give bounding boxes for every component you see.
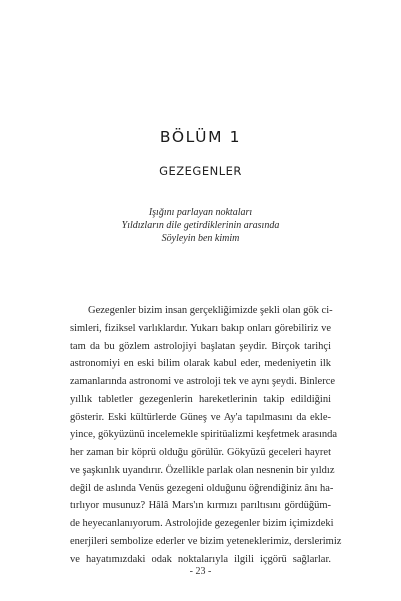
chapter-label: BÖLÜM 1 [159,128,242,146]
chapter-title: GEZEGENLER [159,164,242,178]
epigraph-line: Işığını parlayan noktaları [148,207,253,218]
body-line: tam da bu gözlem astrolojiyi başlatan şeydir. Birçok tarihçi [70,340,331,352]
body-line: de heyecanlanıyorum. Astrolojide gezegenler bizim içimizdeki [70,518,334,529]
body-line: değil de aslında Venüs gezegeni olduğunu öğrendiğiniz ânı ha- [70,482,334,494]
body-line: enerjileri sembolize ederler ve bizim yeteneklerimiz, derslerimiz [70,535,342,547]
body-line: simleri, fiziksel varlıklardır. Yukarı bakıp onları görebiliriz ve [70,322,331,334]
body-line: tırlıyor musunuz? Hâlâ Mars'ın kırmızı parıltısını gördüğüm- [70,500,331,512]
body-line: astronomiyi en eski bilim olarak kabul eder, medeniyetin ilk [70,358,331,370]
body-line: yince, gökyüzünü incelemekle spiritüalizmi keşfetmek arasında [70,429,338,441]
epigraph [0,206,401,246]
body-line: zamanlarında astronomi ve astroloji tek ve aynı şeydi. Binlerce [70,376,336,387]
epigraph-line: Söyleyin ben kimim [161,233,240,245]
body-line: ve hayatımızdaki odak noktalarıyla ilgili içgörü sağlarlar. [70,553,331,565]
body-line: gösterir. Eski kültürlerde Güneş ve Ay'a tapılmasını da ekle- [70,411,331,423]
epigraph-line: Yıldızların dile getirdiklerinin arasında [121,220,280,232]
body-line: yıllık tabletler gezegenlerin hareketlerinin takip edildiğini [70,393,331,405]
body-line: her zaman bir köprü olduğu görülür. Gökyüzü geceleri hayret [70,447,331,458]
page-number: - 23 - [189,566,212,577]
body-paragraph [70,302,342,568]
body-line: Gezegenler bizim insan gerçekliğimizde şekli olan gök ci- [88,305,333,316]
body-line: ve şaşkınlık uyandırır. Özellikle parlak olan nesnenin bir yıldız [70,464,335,476]
